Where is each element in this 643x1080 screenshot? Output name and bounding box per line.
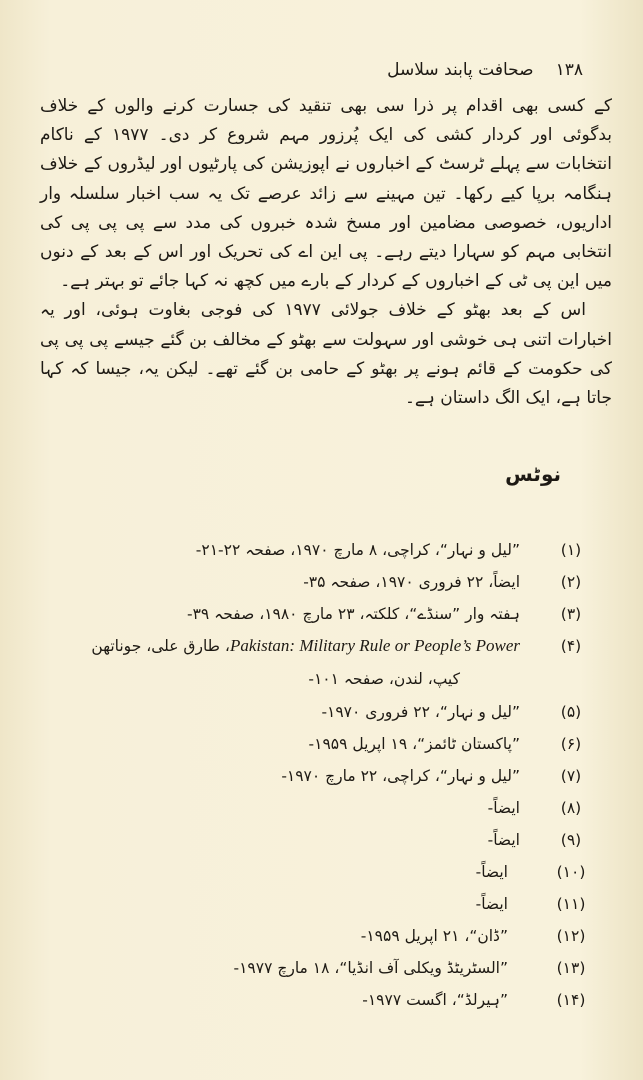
note-number: (۹) xyxy=(560,831,582,849)
body-text xyxy=(40,92,612,413)
note-text: کیپ، لندن، صفحہ ۱۰۱- xyxy=(308,670,460,688)
note-item xyxy=(40,856,600,888)
note-text: ”ڈان“، ۲۱ اپریل ۱۹۵۹- xyxy=(360,927,508,945)
note-number: (۴) xyxy=(560,637,582,655)
note-number: (۵) xyxy=(560,703,582,721)
note-item xyxy=(40,598,600,630)
note-item xyxy=(40,920,600,952)
running-header xyxy=(387,60,583,80)
note-number: (۷) xyxy=(560,767,582,785)
note-text: ایضاً- xyxy=(487,831,520,849)
note-number: (۳) xyxy=(560,605,582,623)
note-number: (۲) xyxy=(560,573,582,591)
note-item xyxy=(40,824,600,856)
note-number: (۱۱) xyxy=(556,895,586,913)
note-text: ”السٹریٹڈ ویکلی آف انڈیا“، ۱۸ مارچ ۱۹۷۷- xyxy=(233,959,508,977)
note-text: ”لیل و نہار“، کراچی، ۸ مارچ ۱۹۷۰، صفحہ ۲۲-۲۱- xyxy=(195,541,520,559)
note-text xyxy=(91,630,520,662)
notes-heading: نوٹس xyxy=(505,462,561,486)
note-text-urdu: ، طارق علی، جوناتھن xyxy=(91,637,230,655)
note-number: (۶) xyxy=(560,735,582,753)
paragraph-2: اس کے بعد بھٹو کے خلاف جولائی ۱۹۷۷ کی فوجی بغاوت ہوئی، اور یہ اخبارات اتنی ہی خوشی اور سہولت سے بھٹو کے مخالف بن گئے جیسے پی پی پی کی حکومت کے قائم ہونے پر بھٹو کے حامی بن گئے تھے۔ لیکن یہ، جیسا کہ کہا جاتا ہے، ایک الگ داستان ہے۔ xyxy=(40,300,612,409)
note-item xyxy=(40,984,600,1016)
note-text: ”لیل و نہار“، ۲۲ فروری ۱۹۷۰- xyxy=(321,703,520,721)
note-text: ایضاً- xyxy=(487,799,520,817)
notes-list xyxy=(40,534,600,1016)
note-text: ایضاً، ۲۲ فروری ۱۹۷۰، صفحہ ۳۵- xyxy=(303,573,520,591)
note-item xyxy=(40,630,600,662)
note-text: ”پاکستان ٹائمز“، ۱۹ اپریل ۱۹۵۹- xyxy=(308,735,520,753)
paragraph-1: کے کسی بھی اقدام پر ذرا سی بھی تنقید کی جسارت کرنے والوں کے خلاف بدگوئی اور کردار کشی کی ایک پُرزور مہم شروع کر دی۔ ۱۹۷۷ کے ناکام انتخابات سے پہلے ٹرسٹ کے اخباروں نے اپوزیشن کی پارٹیوں اور لیڈروں کے خلاف ہنگامہ برپا کیے رکھا۔ تین مہینے سے زائد عرصے تک یہ سب اخبار سلسلہ وار اداریوں، خصوصی مضامین اور مسخ شدہ خبروں کی مدد سے پی پی پی کی انتخابی مہم کو سہارا دیتے رہے۔ پی این اے کی تحریک اور اس کے بعد کے دنوں میں این پی ٹی کے اخباروں کے کردار کے بارے میں کچھ نہ کہا جائے تو بہتر ہے۔ xyxy=(40,96,612,292)
note-text: ”ہیرلڈ“، اگست ۱۹۷۷- xyxy=(362,991,508,1009)
page-number: ۱۳۸ xyxy=(555,60,583,80)
note-item xyxy=(40,566,600,598)
note-number: (۱۲) xyxy=(556,927,586,945)
note-item xyxy=(40,696,600,728)
note-text: ایضاً- xyxy=(475,895,508,913)
note-item xyxy=(40,792,600,824)
running-title: صحافت پابند سلاسل xyxy=(387,60,534,80)
note-item xyxy=(40,534,600,566)
note-number: (۱) xyxy=(560,541,582,559)
note-item xyxy=(40,760,600,792)
note-number: (۱۳) xyxy=(556,959,586,977)
note-number: (۸) xyxy=(560,799,582,817)
note-text: ”لیل و نہار“، کراچی، ۲۲ مارچ ۱۹۷۰- xyxy=(281,767,520,785)
note-text: ہفتہ وار ”سنڈے“، کلکتہ، ۲۳ مارچ ۱۹۸۰، صفحہ ۳۹- xyxy=(187,605,520,623)
note-item xyxy=(40,952,600,984)
note-item xyxy=(40,728,600,760)
book-title-latin: Pakistan: Military Rule or People’s Power xyxy=(229,636,520,655)
note-continuation xyxy=(40,662,600,696)
note-text: ایضاً- xyxy=(475,863,508,881)
note-item xyxy=(40,888,600,920)
note-number: (۱۰) xyxy=(556,863,586,881)
note-number: (۱۴) xyxy=(556,991,586,1009)
